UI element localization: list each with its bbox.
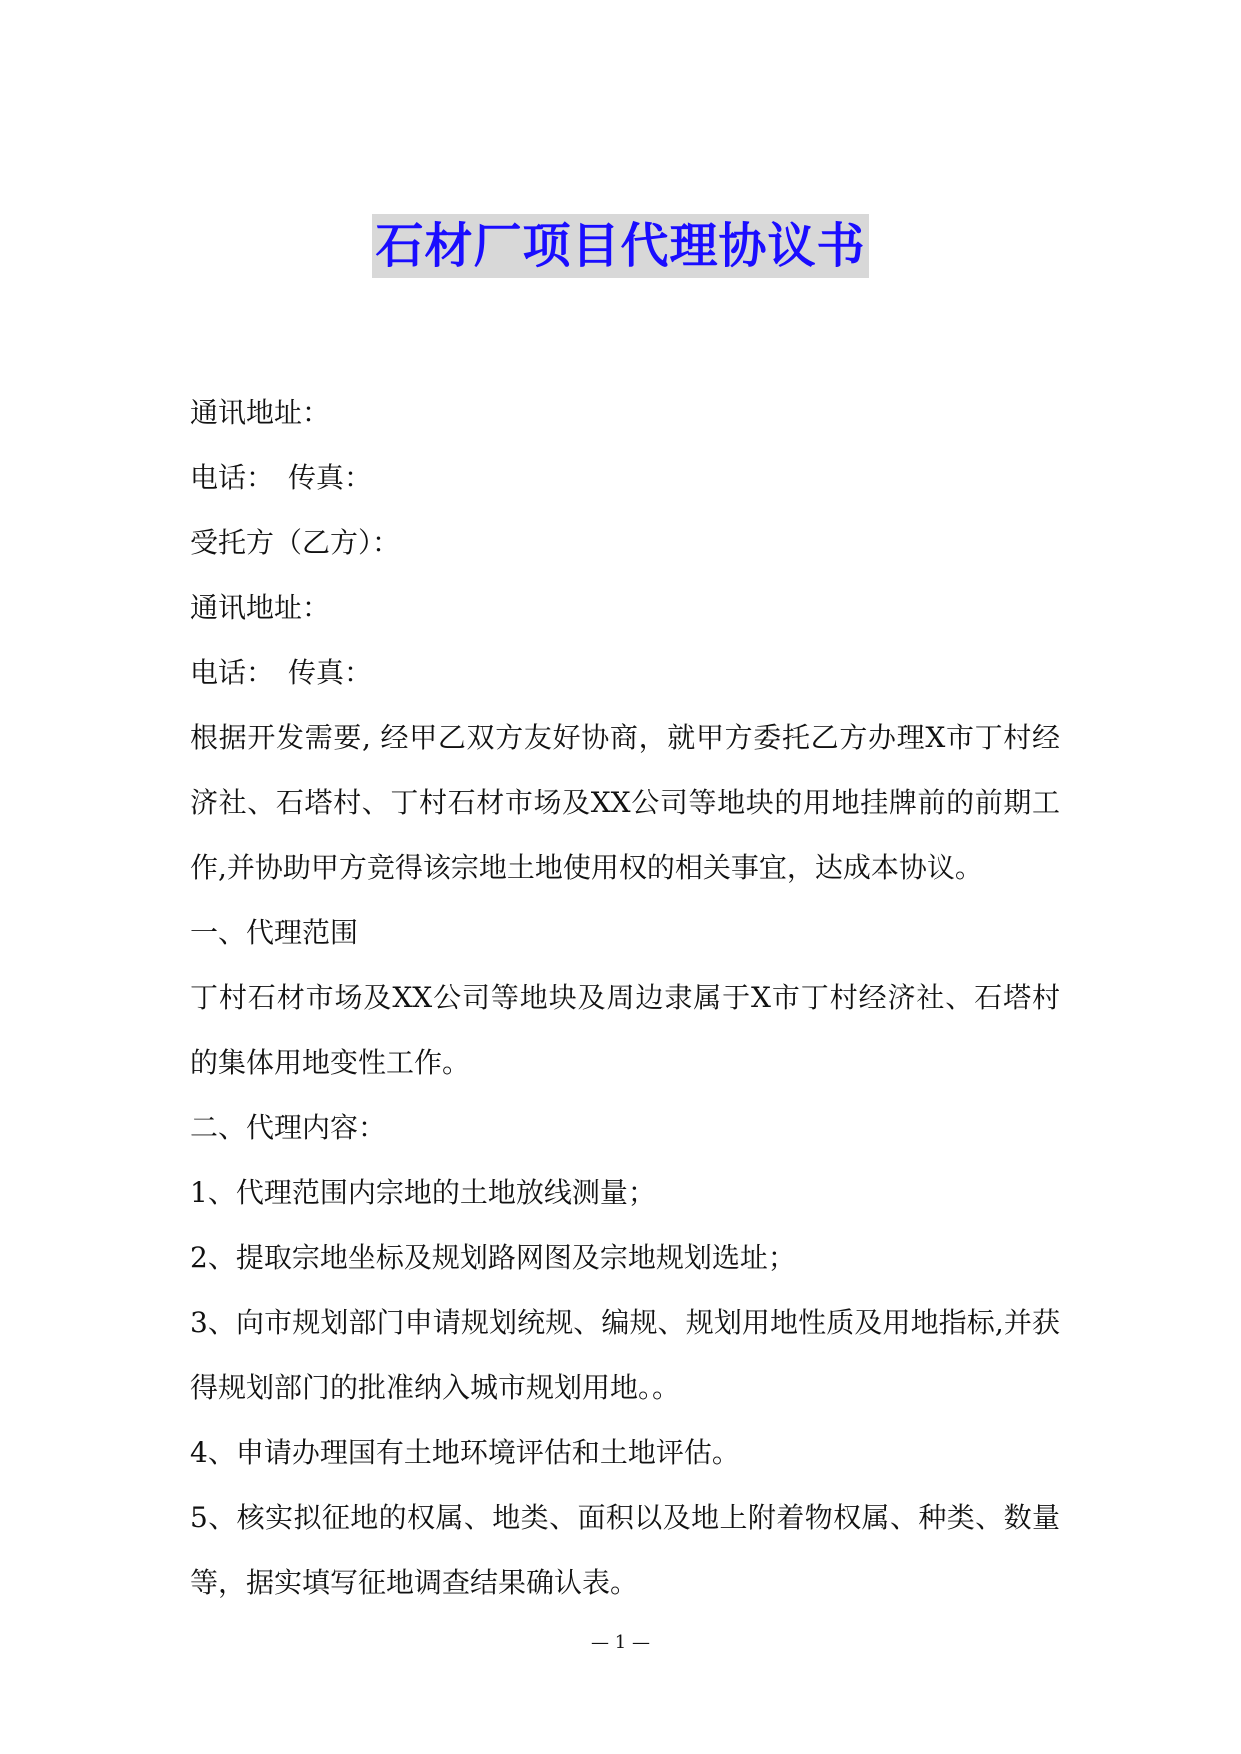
page-number: — 1 — <box>591 1632 650 1653</box>
contact-phone-fax-line: 电话： 传真： <box>190 461 373 494</box>
contact-address-line: 通讯地址： <box>190 396 331 429</box>
section-heading-scope: 一、代理范围 <box>190 916 359 949</box>
list-item: 4、申请办理国有土地环境评估和土地评估。 <box>190 1436 740 1469</box>
list-item: 3、向市规划部门申请规划统规、编规、规划用地性质及用地指标,并获得规划部门的批准纳入城市规划用地。。 <box>190 1306 1060 1404</box>
party-b-phone-fax-line: 电话： 传真： <box>190 656 373 689</box>
document-title: 石材厂项目代理协议书 <box>372 214 868 278</box>
document-body <box>190 380 1060 1615</box>
list-item: 2、提取宗地坐标及规划路网图及宗地规划选址； <box>190 1241 796 1274</box>
list-item: 1、代理范围内宗地的土地放线测量； <box>190 1176 656 1209</box>
intro-paragraph: 根据开发需要, 经甲乙双方友好协商，就甲方委托乙方办理X市丁村经济社、石塔村、丁村石材市场及XX公司等地块的用地挂牌前的前期工作,并协助甲方竞得该宗地土地使用权的相关事宜，达成本协议。 <box>190 721 1060 884</box>
scope-paragraph: 丁村石材市场及XX公司等地块及周边隶属于X市丁村经济社、石塔村的集体用地变性工作。 <box>190 981 1060 1079</box>
list-item: 5、核实拟征地的权属、地类、面积以及地上附着物权属、种类、数量等，据实填写征地调查结果确认表。 <box>190 1501 1060 1599</box>
party-b-line: 受托方（乙方）： <box>190 526 401 559</box>
party-b-address-line: 通讯地址： <box>190 591 331 624</box>
title-container <box>0 214 1241 278</box>
section-heading-content: 二、代理内容： <box>190 1111 387 1144</box>
